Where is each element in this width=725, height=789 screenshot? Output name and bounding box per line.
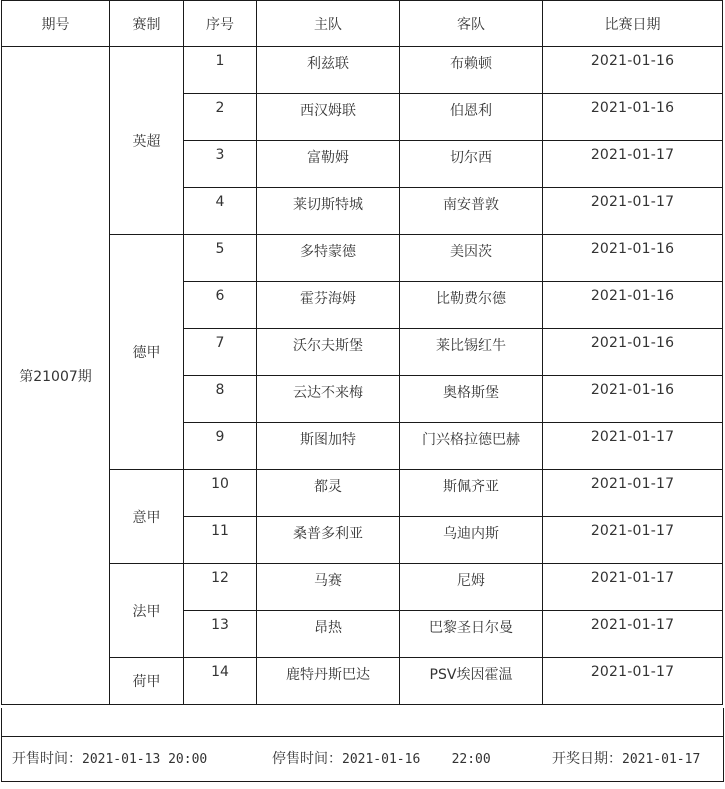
seq-cell: 2	[184, 94, 257, 141]
home-team-cell: 都灵	[257, 470, 400, 517]
match-date-cell: 2021-01-16	[543, 376, 723, 423]
seq-cell: 6	[184, 282, 257, 329]
league-cell: 英超	[110, 47, 184, 235]
header-league: 赛制	[110, 1, 184, 47]
header-away-team: 客队	[400, 1, 543, 47]
home-team-cell: 马赛	[257, 564, 400, 611]
away-team-cell: 斯佩齐亚	[400, 470, 543, 517]
seq-cell: 8	[184, 376, 257, 423]
away-team-cell: 奥格斯堡	[400, 376, 543, 423]
away-team-cell: 尼姆	[400, 564, 543, 611]
league-cell: 意甲	[110, 470, 184, 564]
draw-date	[552, 748, 700, 768]
seq-cell: 14	[184, 658, 257, 705]
match-date-cell: 2021-01-17	[543, 517, 723, 564]
match-date-cell: 2021-01-17	[543, 611, 723, 658]
sale-start-value: 2021-01-13 20:00	[82, 752, 208, 767]
league-cell: 荷甲	[110, 658, 184, 705]
seq-cell: 13	[184, 611, 257, 658]
header-home-team: 主队	[257, 1, 400, 47]
seq-cell: 12	[184, 564, 257, 611]
sale-start-label: 开售时间：	[12, 751, 82, 767]
home-team-cell: 沃尔夫斯堡	[257, 329, 400, 376]
away-team-cell: 莱比锡红牛	[400, 329, 543, 376]
header-period: 期号	[2, 1, 110, 47]
header-match-date: 比赛日期	[543, 1, 723, 47]
match-date-cell: 2021-01-16	[543, 47, 723, 94]
seq-cell: 4	[184, 188, 257, 235]
home-team-cell: 云达不来梅	[257, 376, 400, 423]
table-row	[2, 564, 723, 611]
seq-cell: 5	[184, 235, 257, 282]
sale-stop	[272, 748, 491, 768]
home-team-cell: 利兹联	[257, 47, 400, 94]
away-team-cell: 切尔西	[400, 141, 543, 188]
table-row	[2, 235, 723, 282]
home-team-cell: 富勒姆	[257, 141, 400, 188]
seq-cell: 7	[184, 329, 257, 376]
home-team-cell: 多特蒙德	[257, 235, 400, 282]
header-row	[2, 1, 723, 47]
match-date-cell: 2021-01-17	[543, 423, 723, 470]
header-seq: 序号	[184, 1, 257, 47]
away-team-cell: 美因茨	[400, 235, 543, 282]
sale-info-footer	[1, 737, 724, 782]
seq-cell: 9	[184, 423, 257, 470]
match-date-cell: 2021-01-17	[543, 470, 723, 517]
seq-cell: 10	[184, 470, 257, 517]
match-date-cell: 2021-01-17	[543, 188, 723, 235]
away-team-cell: 布赖顿	[400, 47, 543, 94]
league-cell: 法甲	[110, 564, 184, 658]
table-row	[2, 470, 723, 517]
match-date-cell: 2021-01-17	[543, 564, 723, 611]
home-team-cell: 桑普多利亚	[257, 517, 400, 564]
away-team-cell: 乌迪内斯	[400, 517, 543, 564]
match-date-cell: 2021-01-16	[543, 94, 723, 141]
seq-cell: 1	[184, 47, 257, 94]
draw-date-label: 开奖日期：	[552, 751, 622, 767]
away-team-cell: 南安普敦	[400, 188, 543, 235]
match-date-cell: 2021-01-16	[543, 329, 723, 376]
period-cell: 第21007期	[2, 47, 110, 705]
home-team-cell: 莱切斯特城	[257, 188, 400, 235]
away-team-cell: 伯恩利	[400, 94, 543, 141]
match-date-cell: 2021-01-16	[543, 235, 723, 282]
away-team-cell: 门兴格拉德巴赫	[400, 423, 543, 470]
sale-start	[12, 748, 207, 768]
match-schedule-table	[1, 0, 723, 705]
match-date-cell: 2021-01-17	[543, 658, 723, 705]
away-team-cell: 巴黎圣日尔曼	[400, 611, 543, 658]
sale-stop-label: 停售时间：	[272, 751, 342, 767]
seq-cell: 11	[184, 517, 257, 564]
home-team-cell: 昂热	[257, 611, 400, 658]
home-team-cell: 霍芬海姆	[257, 282, 400, 329]
home-team-cell: 斯图加特	[257, 423, 400, 470]
seq-cell: 3	[184, 141, 257, 188]
away-team-cell: 比勒费尔德	[400, 282, 543, 329]
match-date-cell: 2021-01-17	[543, 141, 723, 188]
league-cell: 德甲	[110, 235, 184, 470]
home-team-cell: 鹿特丹斯巴达	[257, 658, 400, 705]
home-team-cell: 西汉姆联	[257, 94, 400, 141]
draw-date-value: 2021-01-17	[622, 752, 701, 767]
blank-row	[1, 708, 724, 737]
table-row	[2, 658, 723, 705]
table-row	[2, 47, 723, 94]
away-team-cell: PSV埃因霍温	[400, 658, 543, 705]
match-date-cell: 2021-01-16	[543, 282, 723, 329]
sale-stop-value: 2021-01-16 22:00	[342, 752, 491, 767]
